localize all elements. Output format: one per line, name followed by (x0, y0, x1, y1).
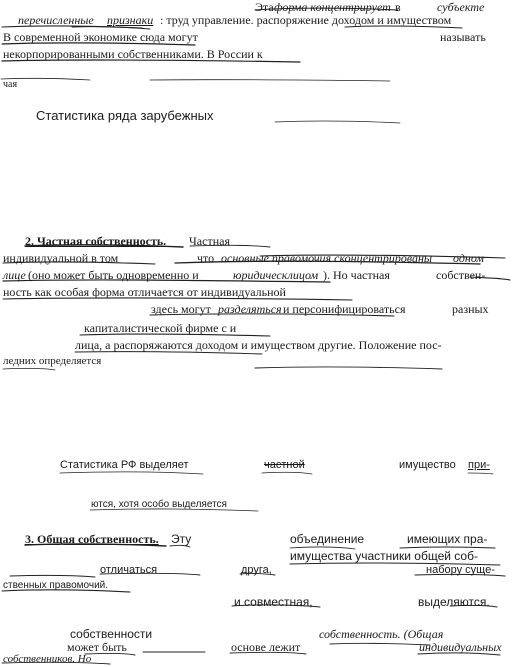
text-fragment: капиталистической фирме с и (84, 321, 237, 335)
text-fragment: основные правомочия сконцентрированы (221, 251, 433, 265)
text-fragment: ледних определяется (3, 355, 102, 367)
pen-stroke (3, 368, 55, 370)
text-fragment: субъекте (437, 0, 485, 14)
text-fragment: имущество (399, 459, 456, 471)
text-fragment: лице (3, 268, 26, 282)
pen-stroke (262, 472, 312, 474)
text-fragment: форма концентрирует (274, 0, 391, 14)
text-fragment: Статистика ряда зарубежных (36, 108, 214, 123)
text-fragment: ются, хотя особо выделяется (91, 499, 227, 510)
text-fragment: Эту (171, 532, 192, 546)
text-fragment: одном (453, 251, 485, 265)
text-fragment: собственность. (Общая (319, 627, 444, 641)
text-fragment: ). Но частная (323, 268, 390, 282)
text-fragment: отличаться (100, 564, 158, 576)
text-fragment: собственности (70, 627, 153, 641)
text-fragment: объединение (290, 532, 365, 546)
pen-stroke (275, 121, 400, 123)
pen-stroke (330, 643, 430, 645)
text-fragment: некорпорированными собственниками. В России к (3, 47, 263, 61)
text-fragment: основе лежит (231, 640, 301, 654)
pen-stroke (60, 472, 203, 474)
text-fragment: индивидуальных (419, 640, 502, 654)
text-fragment: выделяются. (418, 595, 490, 609)
text-fragment: друга, (241, 564, 272, 576)
text-fragment: называть (440, 30, 486, 44)
text-fragment: может быть (67, 640, 127, 654)
text-fragment: и персонифицироваться (283, 302, 406, 316)
text-fragment: разных (452, 302, 489, 316)
pen-stroke (400, 547, 495, 548)
text-fragment: В современной экономике сюда могут (3, 30, 198, 44)
section-heading: 3. Общая собственность. (25, 532, 159, 546)
text-fragment: имущества участники общей соб- (290, 549, 478, 563)
text-fragment: собствен- (436, 268, 486, 282)
text-fragment: перечисленные (18, 13, 94, 27)
text-fragment: Эта (255, 0, 274, 14)
text-fragment: набору суще- (426, 564, 495, 576)
text-fragment: разделяться (218, 302, 282, 316)
text-fragment: ность как особая форма отличается от индивидуальной (3, 285, 286, 299)
pen-stroke (255, 367, 442, 369)
text-fragment: юридическлицом (233, 268, 319, 282)
text-fragment: чая (3, 79, 18, 90)
text-fragment: в (395, 0, 401, 14)
text-fragment: индивидуальной в том (3, 251, 119, 265)
text-fragment: здесь могут (151, 302, 211, 316)
text-fragment: частной (264, 459, 305, 471)
text-fragment: имеющих пра- (407, 532, 488, 546)
text-fragment: и совместная, (234, 595, 313, 609)
section-heading: 2. Частная собственность. (25, 234, 167, 248)
text-fragment: ственных правомочий. (3, 580, 109, 591)
text-fragment: (оно может быть одновременно и (28, 268, 199, 282)
text-fragment: лица, а распоряжаются доходом и имуществом другие. Положение пос- (75, 338, 442, 352)
text-fragment: Статистика РФ выделяет (60, 459, 189, 471)
text-fragment: : труд управление. распоряжение доходом и имуществом (160, 13, 452, 27)
pen-stroke (468, 473, 493, 474)
text-fragment: признаки (107, 13, 154, 27)
text-fragment: при- (468, 459, 490, 471)
text-fragment: собственников. Но (3, 653, 92, 665)
text-fragment: Частная (189, 234, 230, 248)
text-fragment: что (197, 251, 215, 265)
pen-stroke (10, 575, 95, 577)
pen-stroke (150, 80, 390, 81)
